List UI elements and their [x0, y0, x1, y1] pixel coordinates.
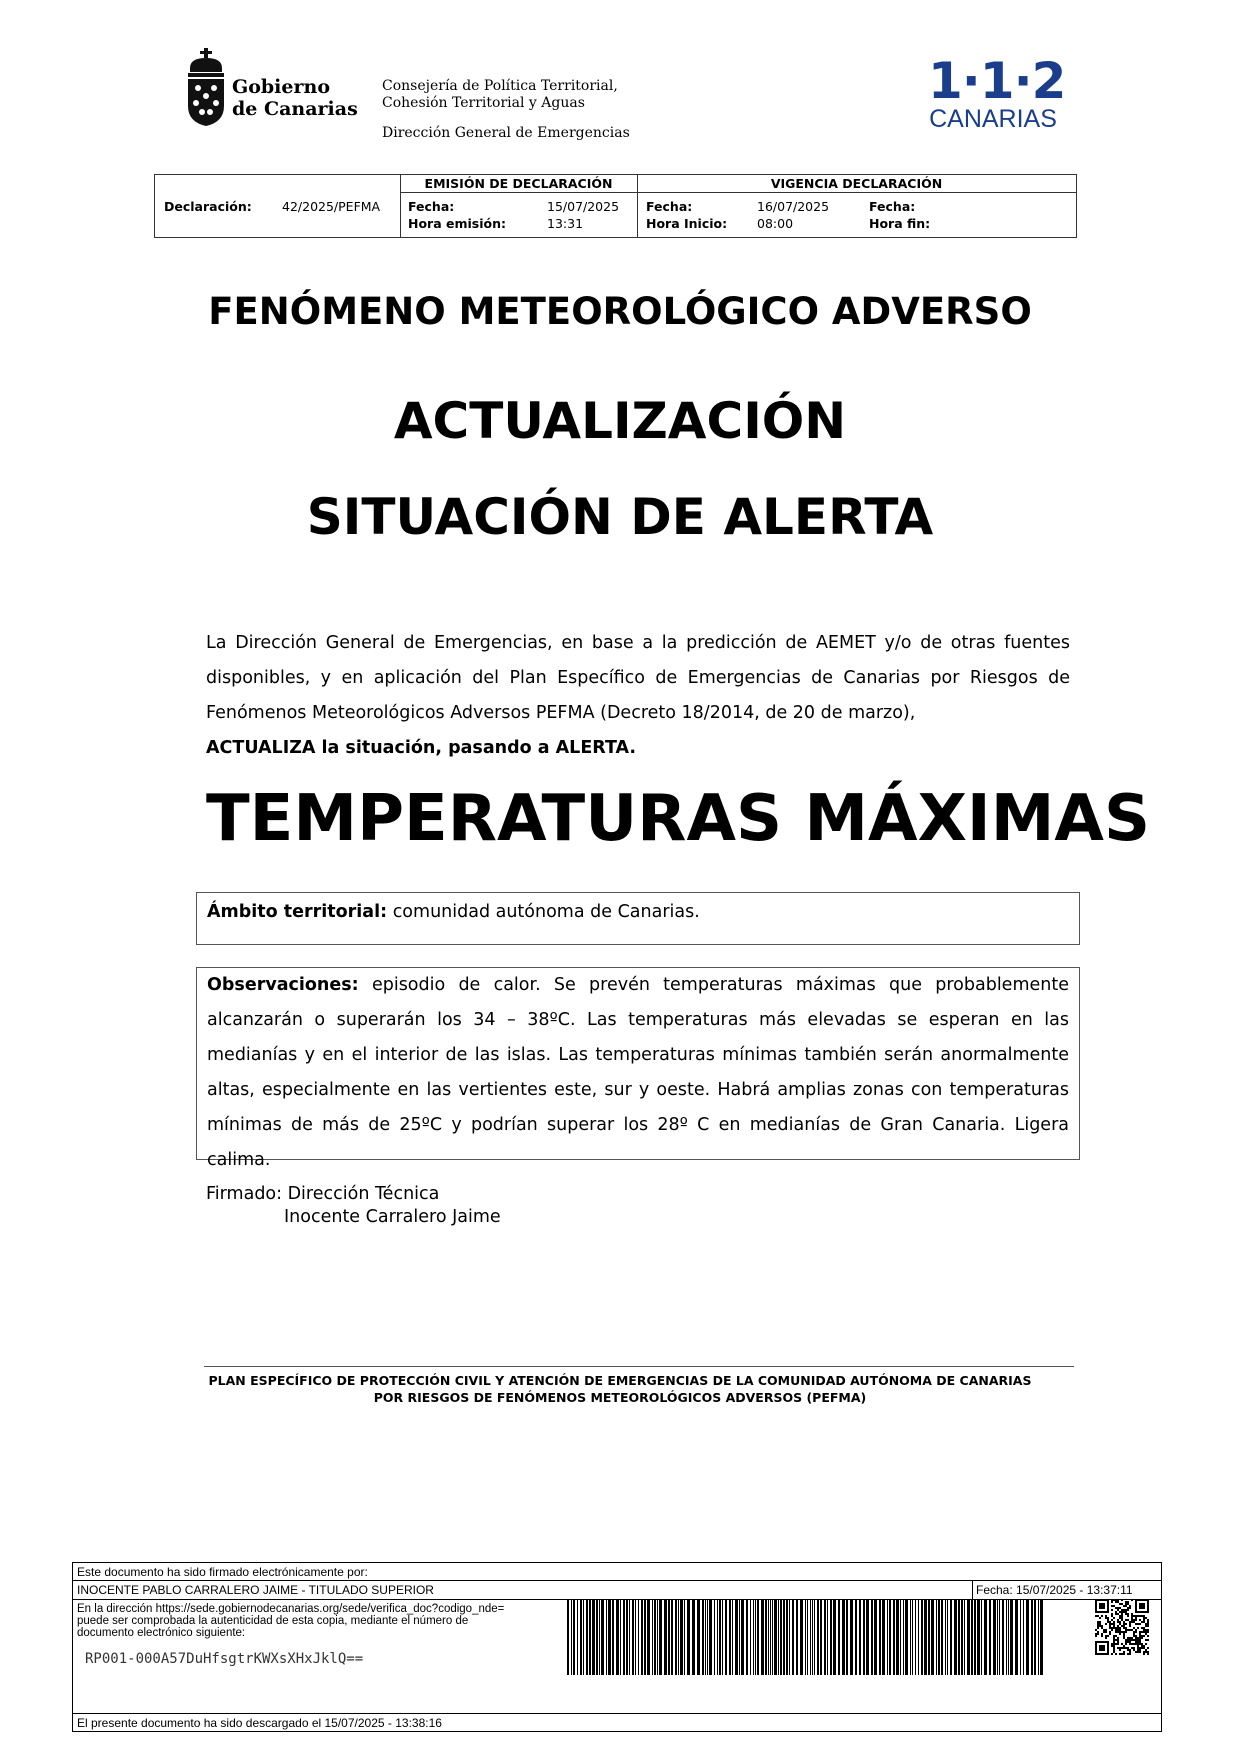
intro-bold-line: ACTUALIZA la situación, pasando a ALERTA. [206, 738, 637, 758]
firma-line1: Firmado: Dirección Técnica [206, 1184, 440, 1204]
title-actualizacion: ACTUALIZACIÓN [393, 392, 847, 450]
emision-header: EMISIÓN DE DECLARACIÓN [424, 176, 613, 191]
title-phenomenon: FENÓMENO METEOROLÓGICO ADVERSO [208, 290, 1032, 333]
qr-code-icon [1095, 1599, 1149, 1655]
gov-name-line2: de Canarias [232, 98, 358, 120]
footer-line1: PLAN ESPECÍFICO DE PROTECCIÓN CIVIL Y ATENCIÓN DE EMERGENCIAS DE LA COMUNIDAD AUTÓNOMA DE CANARIAS [208, 1373, 1032, 1388]
vigencia-hora: 08:00 [757, 216, 794, 231]
vigencia-fecha-label: Fecha: [646, 199, 693, 214]
phenomenon-title: TEMPERATURAS MÁXIMAS [206, 782, 1151, 856]
gobierno-canarias-name [232, 76, 358, 120]
footer-divider [204, 1366, 1074, 1367]
gobierno-canarias-emblem-icon [184, 48, 228, 126]
emision-hora: 13:31 [547, 216, 584, 231]
footer-plan [0, 1372, 1240, 1406]
verify-line1: En la dirección https://sede.gobiernodecanarias.org/sede/verifica_doc?codigo_nde= [77, 1603, 505, 1615]
fin-fecha-label: Fecha: [869, 199, 916, 214]
consejeria-line2: Cohesión Territorial y Aguas [382, 95, 585, 111]
logo-112-text: CANARIAS [929, 105, 1057, 133]
document-code: RP001-000A57DuHfsgtrKWXsXHxJklQ== [85, 1651, 364, 1667]
intro-paragraph [206, 626, 1070, 766]
vigencia-header: VIGENCIA DECLARACIÓN [770, 176, 943, 191]
vigencia-fecha: 16/07/2025 [757, 199, 830, 214]
declaration-table [154, 174, 1077, 238]
consejeria-line1: Consejería de Política Territorial, [382, 78, 618, 94]
verify-line3: documento electrónico siguiente: [77, 1627, 246, 1639]
declaration-label: Declaración: [164, 199, 252, 214]
signer-name: INOCENTE PABLO CARRALERO JAIME - TITULADO SUPERIOR [77, 1583, 434, 1597]
firma [206, 1183, 501, 1229]
gov-name-line1: Gobierno [232, 76, 330, 98]
logo-112-number: 1·1·2 [928, 52, 1066, 110]
vigencia-hora-label: Hora Inicio: [646, 216, 728, 231]
observaciones-value: episodio de calor. Se prevén temperaturas máximas que probablemente alcanzarán o superarán los 34 – 38ºC. Las temperaturas más elevadas se esperan en las medianías y en el interior de las islas. Las temperaturas mínimas también serán anormalmente altas, especialmente en las vertientes este, sur y oeste. Habrá amplias zonas con temperaturas mínimas de más de 25ºC y podrían superar los 28º C en medianías de Gran Canaria. Ligera calima. [207, 975, 1069, 1170]
barcode-icon [567, 1599, 1047, 1675]
declaration-value: 42/2025/PEFMA [282, 199, 381, 214]
title-situacion: SITUACIÓN DE ALERTA [306, 488, 934, 546]
fin-hora-label: Hora fin: [869, 216, 931, 231]
ambito-box [196, 892, 1080, 945]
signature-block [72, 1562, 1162, 1732]
direccion-general: Dirección General de Emergencias [382, 125, 630, 141]
logo-112-canarias [928, 52, 1066, 133]
observaciones-box [196, 967, 1080, 1170]
emision-fecha: 15/07/2025 [547, 199, 620, 214]
footer-line2: POR RIESGOS DE FENÓMENOS METEOROLÓGICOS ADVERSOS (PEFMA) [373, 1390, 867, 1405]
ambito-label: Ámbito territorial: [207, 902, 388, 922]
emision-hora-label: Hora emisión: [408, 216, 506, 231]
observaciones-label: Observaciones: [207, 975, 359, 995]
signed-by-label: Este documento ha sido firmado electrónicamente por: [77, 1565, 368, 1579]
ambito-value: comunidad autónoma de Canarias. [392, 902, 700, 922]
downloaded-notice: El presente documento ha sido descargado el 15/07/2025 - 13:38:16 [77, 1716, 442, 1730]
intro-text: La Dirección General de Emergencias, en base a la predicción de AEMET y/o de otras fuentes disponibles, y en aplicación del Plan Específico de Emergencias de Canarias por Riesgos de Fenómenos Meteorológicos Adversos PEFMA (Decreto 18/2014, de 20 de marzo), [206, 633, 1070, 723]
signature-date: Fecha: 15/07/2025 - 13:37:11 [976, 1583, 1133, 1597]
verify-line2: puede ser comprobada la autenticidad de esta copia, mediante el número de [77, 1615, 469, 1627]
firma-line2: Inocente Carralero Jaime [284, 1207, 501, 1227]
verify-text [77, 1603, 504, 1639]
consejeria [382, 78, 618, 112]
emision-fecha-label: Fecha: [408, 199, 455, 214]
